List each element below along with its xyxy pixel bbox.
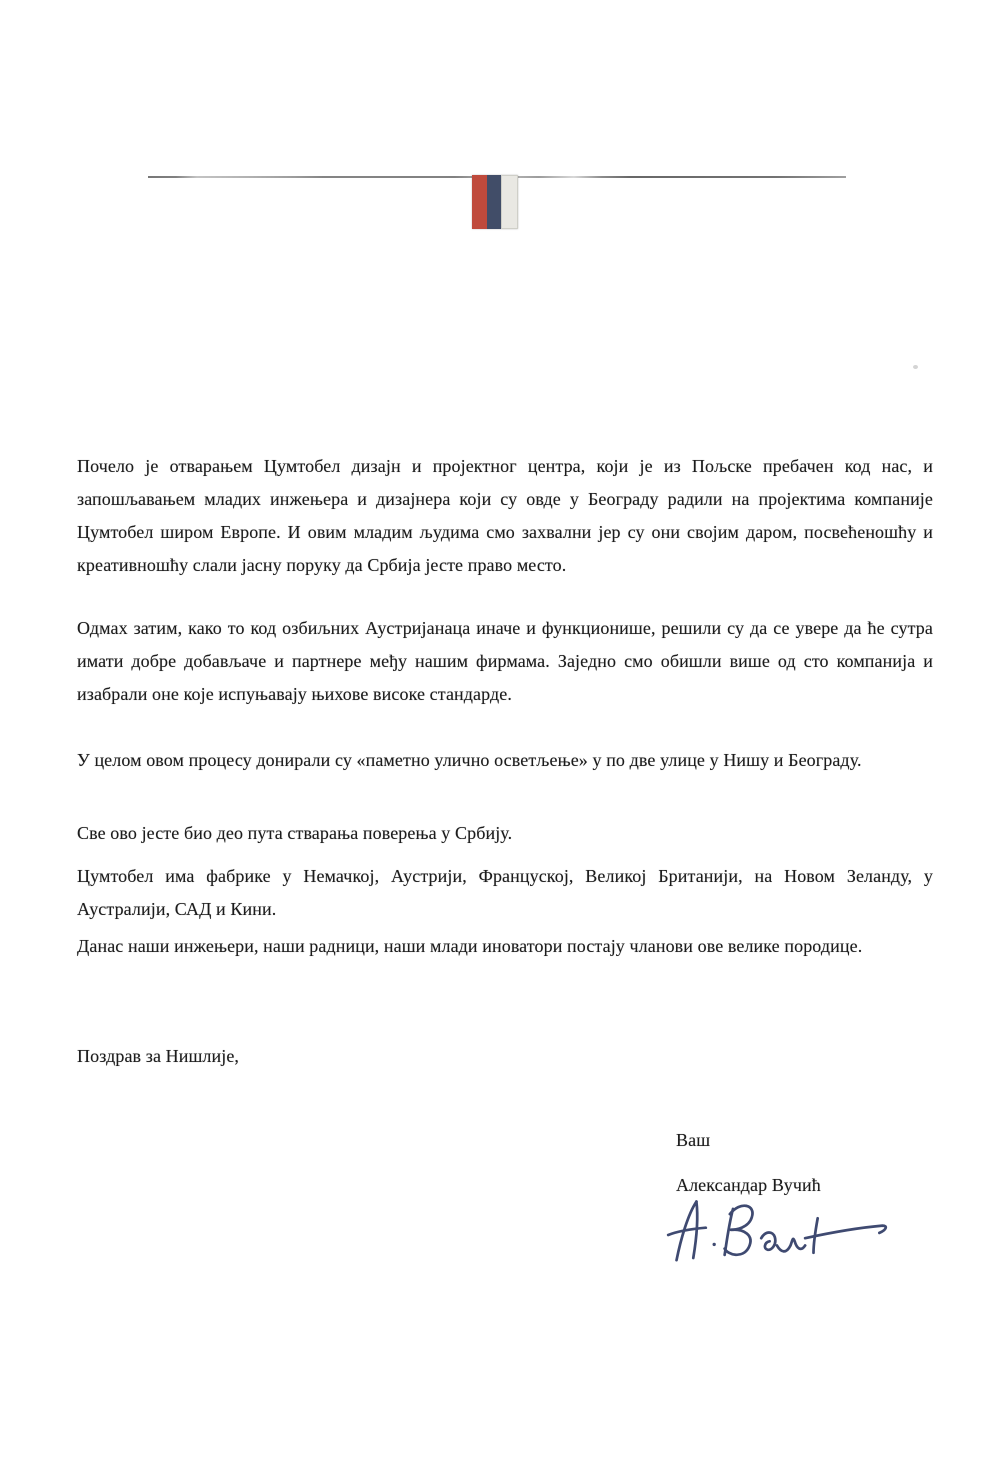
paragraph-4: Све ово јесте био део пута стварања поверења у Србију. [77, 823, 513, 843]
flag-stripe-white [501, 175, 518, 229]
handwritten-signature [664, 1192, 894, 1277]
paragraph-5: Цумтобел има фабрике у Немачкој, Аустрији, Француској, Великој Британији, на Новом Зеланду, у Аустралији, САД и Кини. [77, 866, 933, 919]
paragraph-1: Почело је отварањем Цумтобел дизајн и пројектног центра, који је из Пољске пребачен код нас, и запошљавањем младих инжењера и дизајнера који су овде у Београду радили на пројектима компаније Цумтобел широм Европе. И овим младим људима смо захвални јер су они својим даром, посвећеношћу и креативношћу слали јасну поруку да Србија јесте право место. [77, 456, 933, 575]
signoff-name: Александар Вучић [676, 1175, 821, 1195]
closing-salutation: Поздрав за Нишлије, [77, 1046, 240, 1066]
serbian-flag-icon [472, 175, 518, 229]
flag-stripe-blue [487, 175, 502, 229]
paragraph-2: Одмах затим, како то код озбиљних Аустријанаца иначе и функционише, решили су да се увере да ће сутра имати добре добављаче и партнере међу нашим фирмама. Заједно смо обишли више од сто компанија и изабрали оне које испуњавају њихове високе стандарде. [77, 618, 933, 704]
paragraph-3: У целом овом процесу донирали су «паметно улично осветљење» у по две улице у Нишу и Београду. [77, 750, 862, 770]
signoff-yours: Ваш [676, 1130, 711, 1150]
scan-speck [913, 365, 918, 369]
flag-stripe-red [472, 175, 487, 229]
paragraph-6: Данас наши инжењери, наши радници, наши млади иноватори постају чланови ове велике породице. [77, 936, 863, 956]
